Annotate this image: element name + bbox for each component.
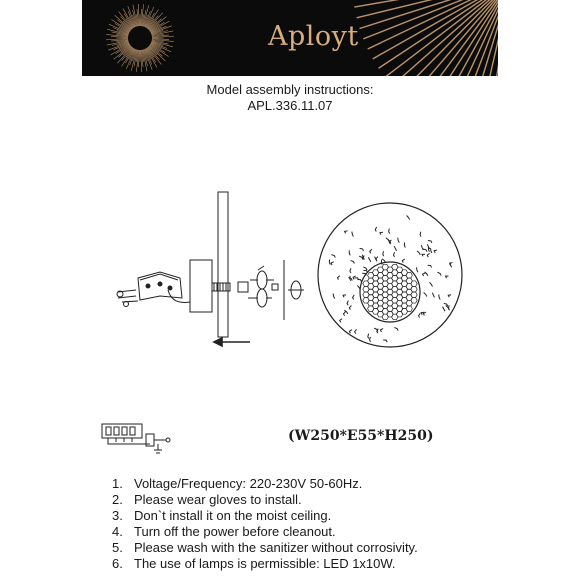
wall-plate [218, 192, 228, 337]
list-item: 3. Don`t install it on the moist ceiling. [112, 508, 332, 523]
list-item: 6. The use of lamps is permissible: LED 1x10W. [112, 556, 396, 571]
rotation-screw [257, 271, 267, 289]
header-banner [82, 0, 498, 76]
instructions-list [112, 476, 418, 572]
model-number: APL.336.11.07 [247, 98, 333, 113]
lamp-front-view [318, 203, 462, 347]
ground-icon [154, 444, 162, 453]
brand-logo-text: Aployt [268, 21, 359, 52]
list-item: 2. Please wear gloves to install. [112, 492, 302, 507]
mounting-box [190, 260, 212, 312]
list-item: 1. Voltage/Frequency: 220-230V 50-60Hz. [112, 476, 363, 491]
list-item: 5. Please wash with the sanitizer without corrosivity. [112, 540, 418, 555]
list-item: 4. Turn off the power before cleanout. [112, 524, 336, 539]
assembly-drawing [0, 180, 580, 380]
product-dimensions: (W250*E55*H250) [288, 428, 434, 444]
wiring-diagram [100, 420, 180, 460]
document-title: Model assembly instructions: [206, 82, 374, 97]
direction-arrow [214, 338, 250, 346]
